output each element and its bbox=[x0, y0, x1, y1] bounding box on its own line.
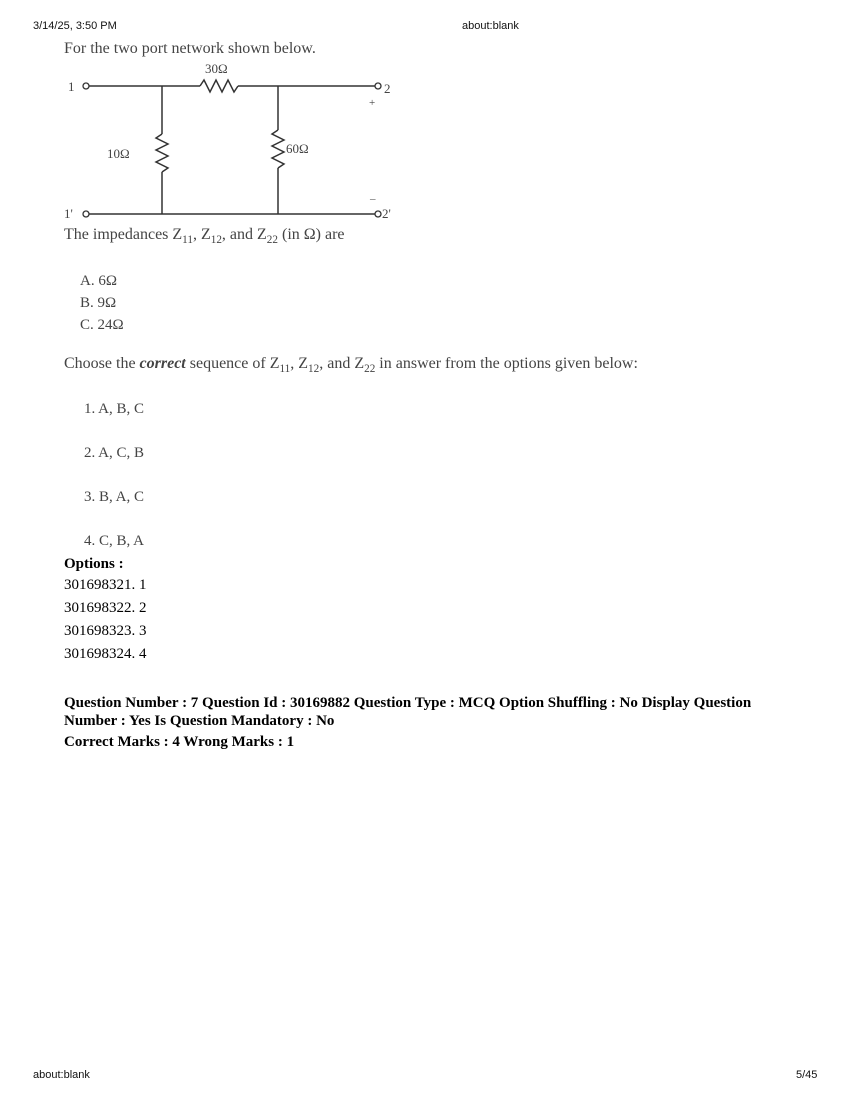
terminal-1 bbox=[83, 83, 89, 89]
terminal-2 bbox=[375, 83, 381, 89]
label-r-right: 60Ω bbox=[286, 141, 309, 156]
question-marks: Correct Marks : 4 Wrong Marks : 1 bbox=[64, 734, 295, 750]
resistor-left bbox=[156, 134, 168, 172]
list-item: B. 9Ω bbox=[80, 295, 117, 311]
sequence-item: 4. C, B, A bbox=[84, 533, 145, 549]
print-datetime: 3/14/25, 3:50 PM bbox=[33, 20, 117, 32]
option-item: 301698324. 4 bbox=[64, 646, 147, 662]
label-minus: – bbox=[370, 193, 376, 205]
terminal-1-prime bbox=[83, 211, 89, 217]
resistor-right bbox=[272, 130, 284, 168]
option-item: 301698322. 2 bbox=[64, 600, 147, 616]
sequence-item: 3. B, A, C bbox=[84, 489, 145, 505]
list-item: C. 24Ω bbox=[80, 317, 124, 333]
resistor-series bbox=[200, 80, 238, 92]
label-port-1-prime: 1' bbox=[64, 206, 73, 221]
print-footer-url: about:blank bbox=[33, 1069, 90, 1081]
page-number: 5/45 bbox=[796, 1069, 818, 1081]
label-port-2-prime: 2' bbox=[382, 206, 391, 221]
label-plus: + bbox=[369, 97, 376, 109]
option-item: 301698321. 1 bbox=[64, 577, 147, 593]
label-port-2: 2 bbox=[384, 81, 391, 96]
label-r-series: 30Ω bbox=[205, 61, 228, 76]
question-meta: Question Number : 7 Question Id : 30169882 Question Type : MCQ Option Shuffling : No Display Question Number : Yes Is Question Mandatory : No bbox=[64, 695, 752, 729]
sequence-item: 2. A, C, B bbox=[84, 445, 145, 461]
label-r-left: 10Ω bbox=[107, 146, 130, 161]
question-intro: For the two port network shown below. bbox=[64, 40, 316, 57]
value-list bbox=[80, 270, 124, 336]
options-label: Options : bbox=[64, 556, 124, 572]
circuit-diagram bbox=[60, 58, 410, 228]
sequence-item: 1. A, B, C bbox=[84, 401, 145, 417]
choose-instruction: Choose the correct sequence of $Z_{11}$, $Z_{12}$, and $Z_{22}$ in answer from the options given below: bbox=[64, 355, 638, 375]
impedance-statement: The impedances $Z_{11}$, $Z_{12}$, and $Z_{22}$ (in Ω) are bbox=[64, 226, 345, 246]
list-item: A. 6Ω bbox=[80, 273, 117, 289]
label-port-1: 1 bbox=[68, 79, 75, 94]
print-header-url: about:blank bbox=[462, 20, 519, 32]
terminal-2-prime bbox=[375, 211, 381, 217]
option-item: 301698323. 3 bbox=[64, 623, 147, 639]
